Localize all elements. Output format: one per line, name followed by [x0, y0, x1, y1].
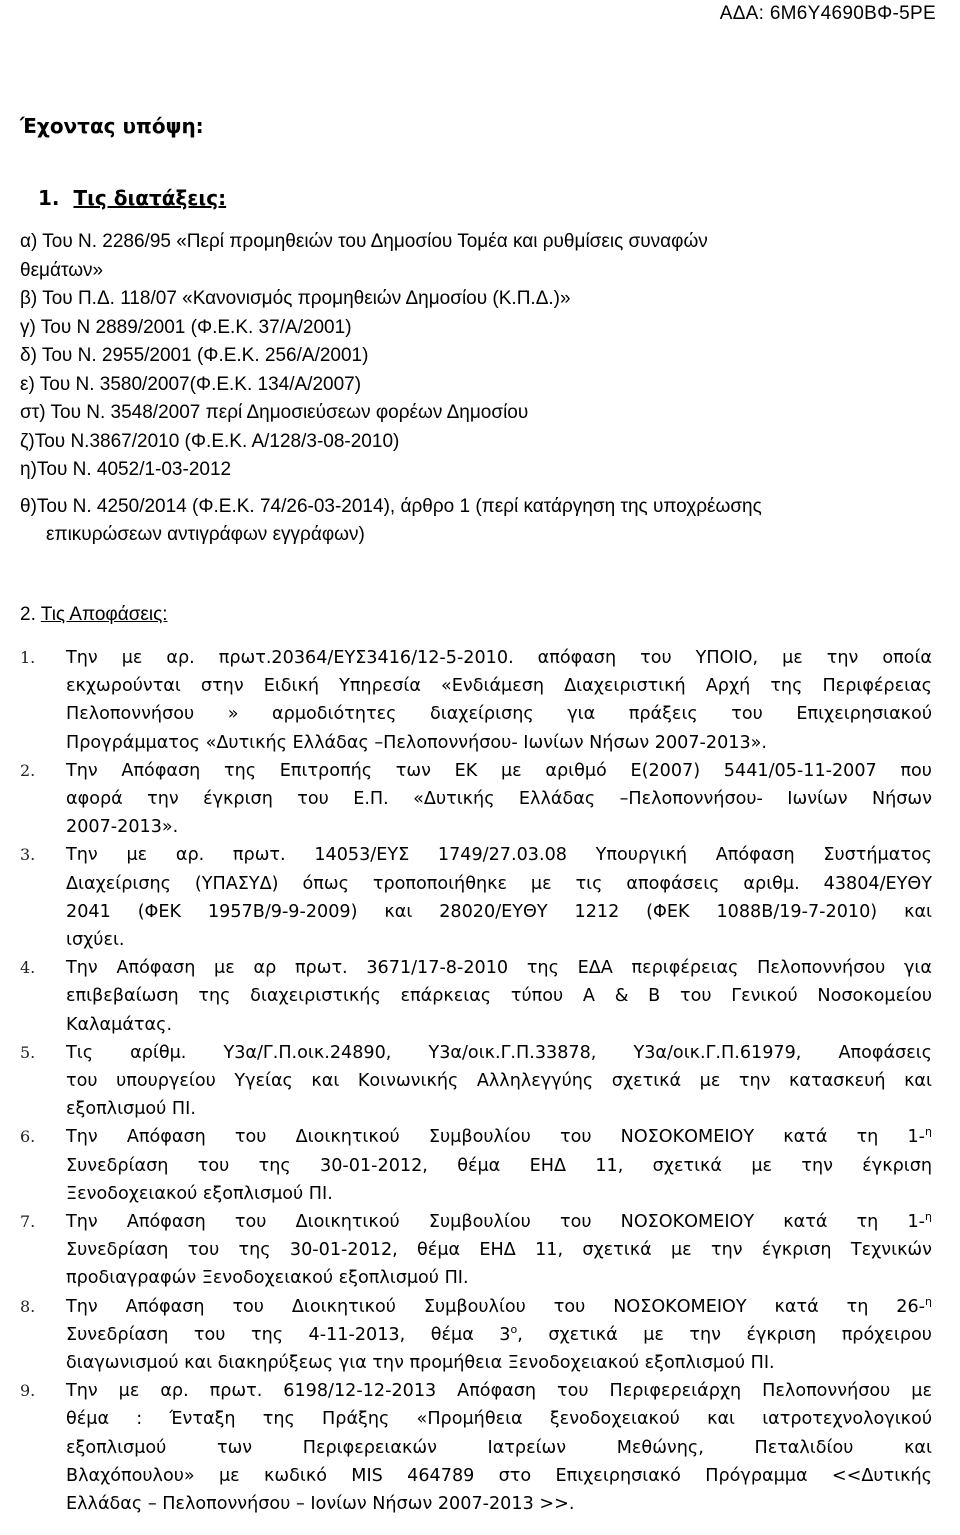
decision-line-text: Την Απόφαση του Διοικητικού Συμβουλίου του ΝΟΣΟΚΟΜΕΙΟΥ κατά τη 26- [66, 1296, 926, 1317]
decision-line: Την Απόφαση της Επιτροπής των ΕΚ με αριθμό Ε(2007) 5441/05-11-2007 που [66, 760, 932, 781]
law-h: η)Του Ν. 4052/1-03-2012 [20, 459, 232, 480]
decision-line: Ελλάδας – Πελοποννήσου – Ιονίων Νήσων 2007-2013 >>. [66, 1494, 575, 1515]
decision-line-text: Την Απόφαση του Διοικητικού Συμβουλίου του ΝΟΣΟΚΟΜΕΙΟΥ κατά τη 1- [66, 1212, 926, 1233]
decision-line: θέμα : Ένταξη της Πράξης «Προμήθεια ξενοδοχειακού και ιατροτεχνολογικού [66, 1409, 932, 1430]
decision-line-text: Την Απόφαση του Διοικητικού Συμβουλίου του ΝΟΣΟΚΟΜΕΙΟΥ κατά τη 1- [66, 1127, 926, 1148]
law-th-cont: επικυρώσεων αντιγράφων εγγράφων) [46, 524, 365, 545]
decision-line: του υπουργείου Υγείας και Κοινωνικής Αλληλεγγύης σχετικά με την κατασκευή και [66, 1071, 932, 1092]
decision-number: 2. [20, 760, 36, 780]
law-c: γ) Του Ν 2889/2001 (Φ.Ε.Κ. 37/Α/2001) [20, 316, 352, 338]
decision-line: αφορά την έγκριση του Ε.Π. «Δυτικής Ελλάδας –Πελοποννήσου- Ιωνίων Νήσων [66, 789, 932, 810]
decision-line: Πελοποννήσου » αρμοδιότητες διαχείρισης για πράξεις του Επιχειρησιακού [66, 704, 932, 725]
superscript: ο [510, 1323, 518, 1337]
decision-8 [20, 1293, 932, 1378]
decision-line: προδιαγραφών Ξενοδοχειακού εξοπλισμού ΠΙ. [66, 1268, 469, 1289]
decision-line: 2007-2013». [66, 817, 179, 838]
decision-line: εξοπλισμού των Περιφερειακών Ιατρείων Μεθώνης, Πεταλιδίου και [66, 1437, 932, 1458]
decision-number: 7. [20, 1212, 36, 1232]
decision-line: εκχωρούνται στην Ειδική Υπηρεσία «Ενδιάμεση Διαχειριστική Αρχή της Περιφέρειας [66, 676, 932, 697]
laws-list [20, 228, 940, 550]
section-1-number: 1. [38, 186, 60, 210]
law-st: στ) Του Ν. 3548/2007 περί Δημοσιεύσεων φορέων Δημοσίου [20, 402, 529, 423]
law-z: ζ)Του Ν.3867/2010 (Φ.Ε.Κ. Α/128/3-08-2010) [20, 430, 400, 452]
decision-line [66, 1293, 932, 1321]
decision-number: 6. [20, 1127, 36, 1147]
decision-number: 3. [20, 845, 36, 865]
decision-number: 1. [20, 648, 36, 667]
decision-line: ισχύει. [66, 930, 125, 951]
decision-line [66, 1321, 932, 1349]
decision-9 [20, 1377, 932, 1518]
decision-number: 9. [20, 1381, 36, 1401]
decision-line [66, 1123, 932, 1151]
decision-3 [20, 841, 932, 954]
decision-line: Την με αρ. πρωτ. 14053/ΕΥΣ 1749/27.03.08 Υπουργική Απόφαση Συστήματος [66, 845, 932, 866]
decision-line: διαγωνισμού και διακηρύξεως για την προμήθεια Ξενοδοχειακού εξοπλισμού ΠΙ. [66, 1353, 775, 1374]
ada-code: ΑΔΑ: 6Μ6Υ4690ΒΦ-5ΡΕ [719, 3, 936, 24]
decision-line: Βλαχόπουλου» με κωδικό MIS 464789 στο Επιχειρησιακό Πρόγραμμα <<Δυτικής [66, 1465, 932, 1486]
section-2-number: 2. [20, 604, 36, 625]
decision-line: Συνεδρίαση του της 30-01-2012, θέμα ΕΗΔ 11, σχετικά με την έγκριση [66, 1155, 932, 1176]
decision-line: Προγράμματος «Δυτικής Ελλάδας –Πελοποννήσου- Ιωνίων Νήσων 2007-2013». [66, 732, 768, 753]
decision-number: 4. [20, 958, 36, 978]
superscript: η [925, 1125, 932, 1139]
decision-line: Την με αρ. πρωτ.20364/ΕΥΣ3416/12-5-2010. απόφαση του ΥΠΟΙΟ, με την οποία [66, 648, 932, 668]
law-a-cont: θεμάτων» [20, 259, 104, 281]
decision-6 [20, 1123, 932, 1208]
law-b: β) Του Π.Δ. 118/07 «Κανονισμός προμηθειών Δημοσίου (Κ.Π.Δ.)» [20, 288, 571, 309]
section-1-label: Τις διατάξεις: [73, 186, 227, 210]
decision-line [66, 1208, 932, 1236]
law-a: α) Του Ν. 2286/95 «Περί προμηθειών του Δημοσίου Τομέα και ρυθμίσεις συναφών [20, 231, 708, 252]
decision-7 [20, 1208, 932, 1293]
decision-2 [20, 757, 932, 842]
decision-line: Ξενοδοχειακού εξοπλισμού ΠΙ. [66, 1183, 333, 1204]
section-1-title [38, 186, 226, 210]
law-th: θ)Του Ν. 4250/2014 (Φ.Ε.Κ. 74/26-03-2014), άρθρο 1 (περί κατάργηση της υποχρέωσης [20, 495, 762, 517]
decisions-list [20, 644, 932, 1518]
decision-line: Τις αρίθμ. Υ3α/Γ.Π.οικ.24890, Υ3α/οικ.Γ.Π.33878, Υ3α/οικ.Γ.Π.61979, Αποφάσεις [66, 1042, 932, 1063]
decision-line: Καλαμάτας. [66, 1014, 173, 1035]
decision-1 [20, 644, 932, 757]
decision-line-text: , σχετικά με την έγκριση πρόχειρου [517, 1324, 932, 1345]
section-2-label: Τις Αποφάσεις: [40, 604, 168, 625]
decision-number: 8. [20, 1296, 36, 1316]
heading-considering: Έχοντας υπόψη: [20, 114, 204, 138]
decision-line: Συνεδρίαση του της 30-01-2012, θέμα ΕΗΔ 11, σχετικά με την έγκριση Τεχνικών [66, 1240, 932, 1261]
decision-line: Διαχείρισης (ΥΠΑΣΥΔ) όπως τροποποιήθηκε με τις αποφάσεις αριθμ. 43804/ΕΥΘΥ [66, 873, 932, 894]
decision-number: 5. [20, 1042, 36, 1062]
superscript: η [925, 1210, 932, 1224]
section-2-title [20, 604, 168, 626]
decision-line: επιβεβαίωση της διαχειριστικής επάρκειας τύπου Α & Β του Γενικού Νοσοκομείου [66, 986, 932, 1007]
decision-line-text: Συνεδρίαση του της 4-11-2013, θέμα 3 [66, 1324, 511, 1345]
superscript: η [925, 1294, 932, 1308]
decision-line: 2041 (ΦΕΚ 1957Β/9-9-2009) και 28020/ΕΥΘΥ 1212 (ΦΕΚ 1088Β/19-7-2010) και [66, 901, 932, 922]
decision-line: εξοπλισμού ΠΙ. [66, 1099, 196, 1120]
law-e: ε) Του Ν. 3580/2007(Φ.Ε.Κ. 134/Α/2007) [20, 373, 362, 395]
decision-5 [20, 1039, 932, 1124]
decision-line: Την Απόφαση με αρ πρωτ. 3671/17-8-2010 της ΕΔΑ περιφέρειας Πελοποννήσου για [66, 958, 932, 979]
decision-4 [20, 954, 932, 1039]
decision-line: Την με αρ. πρωτ. 6198/12-12-2013 Απόφαση του Περιφερειάρχη Πελοποννήσου με [66, 1381, 932, 1402]
law-d: δ) Του Ν. 2955/2001 (Φ.Ε.Κ. 256/Α/2001) [20, 345, 369, 366]
